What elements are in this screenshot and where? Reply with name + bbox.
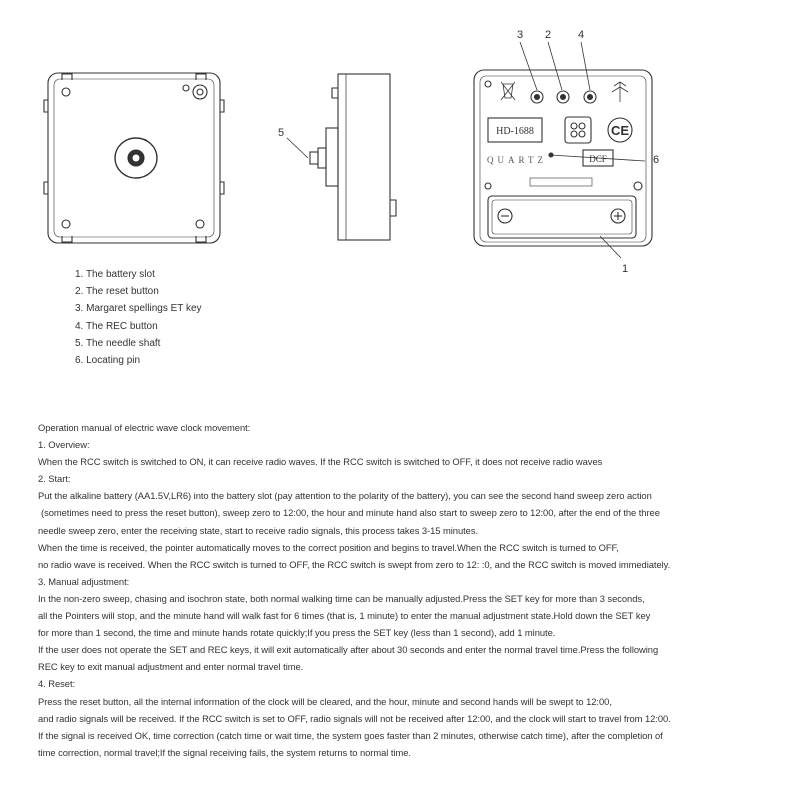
parts-list-item: 5. The needle shaft	[75, 337, 161, 349]
callout-3: 3	[516, 29, 524, 41]
callout-1: 1	[621, 263, 629, 275]
manual-line: no radio wave is received. When the RCC switch is turned to OFF, the RCC switch is swept from zero to 12: :0, and the RCC switch is moved immediately.	[38, 558, 671, 570]
ce-mark: CE	[610, 123, 630, 138]
manual-line: If the signal is received OK, time correction (catch time or wait time, the system goes faster than 2 minutes, otherwise catch time), after the completion of	[38, 729, 663, 741]
parts-list-item: 1. The battery slot	[75, 269, 155, 280]
model-label: HD-1688	[496, 126, 534, 137]
manual-line: and radio signals will be received. If the RCC switch is set to OFF, radio signals will not be received after 12:00, and the clock will start to travel from 12:00.	[38, 712, 671, 724]
manual-line: When the RCC switch is switched to ON, it can receive radio waves. If the RCC switch is switched to OFF, it does not receive radio waves	[38, 456, 603, 468]
manual-line: REC key to exit manual adjustment and enter normal travel time.	[38, 661, 304, 673]
parts-list-item: 3. Margaret spellings ET key	[75, 303, 202, 315]
manual-line: time correction, normal travel;If the signal receiving fails, the system returns to normal time.	[38, 746, 411, 758]
operation-manual	[38, 419, 778, 761]
manual-heading: 2. Start:	[38, 473, 71, 485]
callout-5: 5	[277, 127, 285, 139]
manual-line: needle sweep zero, enter the receiving state, start to receive radio signals, this process takes 3-15 minutes.	[38, 524, 479, 536]
side-view-diagram	[287, 74, 396, 240]
manual-title: Operation manual of electric wave clock movement:	[38, 422, 251, 433]
manual-line: If the user does not operate the SET and REC keys, it will exit automatically after about 30 seconds and enter the normal travel time.Press the following	[38, 644, 659, 656]
callout-2: 2	[544, 29, 552, 41]
callout-6: 6	[652, 154, 660, 166]
manual-heading: 1. Overview:	[38, 439, 90, 451]
dcf-label: DCF	[589, 154, 607, 164]
front-view-diagram	[44, 73, 224, 243]
parts-list	[75, 266, 202, 369]
manual-line: (sometimes need to press the reset button), sweep zero to 12:00, the hour and minute hand also start to sweep zero to 12:00, after the end of the three	[41, 507, 660, 519]
manual-line: Press the reset button, all the internal information of the clock will be cleared, and the hour, minute and second hands will be swept to 12:00,	[38, 695, 612, 707]
manual-heading: 3. Manual adjustment:	[38, 575, 130, 587]
manual-line: for more than 1 second, the time and minute hands rotate quickly;If you press the SET key (less than 1 second), add 1 minute.	[38, 627, 556, 639]
callout-4: 4	[577, 29, 585, 41]
manual-line: Put the alkaline battery (AA1.5V,LR6) into the battery slot (pay attention to the polarity of the battery), you can see the second hand sweep zero action	[38, 490, 652, 502]
manual-line: all the Pointers will stop, and the minute hand will walk fast for 6 times (that is, 1 minute) to enter the manual adjustment state.Hold down the SET key	[38, 610, 651, 622]
parts-list-item: 6. Locating pin	[75, 355, 141, 367]
parts-list-item: 4. The REC button	[75, 320, 158, 332]
manual-line: In the non-zero sweep, chasing and isochron state, both normal walking time can be manually adjusted.Press the SET key for more than 3 seconds,	[38, 592, 645, 604]
parts-list-item: 2. The reset button	[75, 286, 159, 298]
manual-line: When the time is received, the pointer automatically moves to the correct position and begins to travel.When the RCC switch is turned to OFF,	[38, 541, 619, 553]
manual-heading: 4. Reset:	[38, 678, 76, 690]
quartz-label: QUARTZ	[487, 155, 547, 165]
